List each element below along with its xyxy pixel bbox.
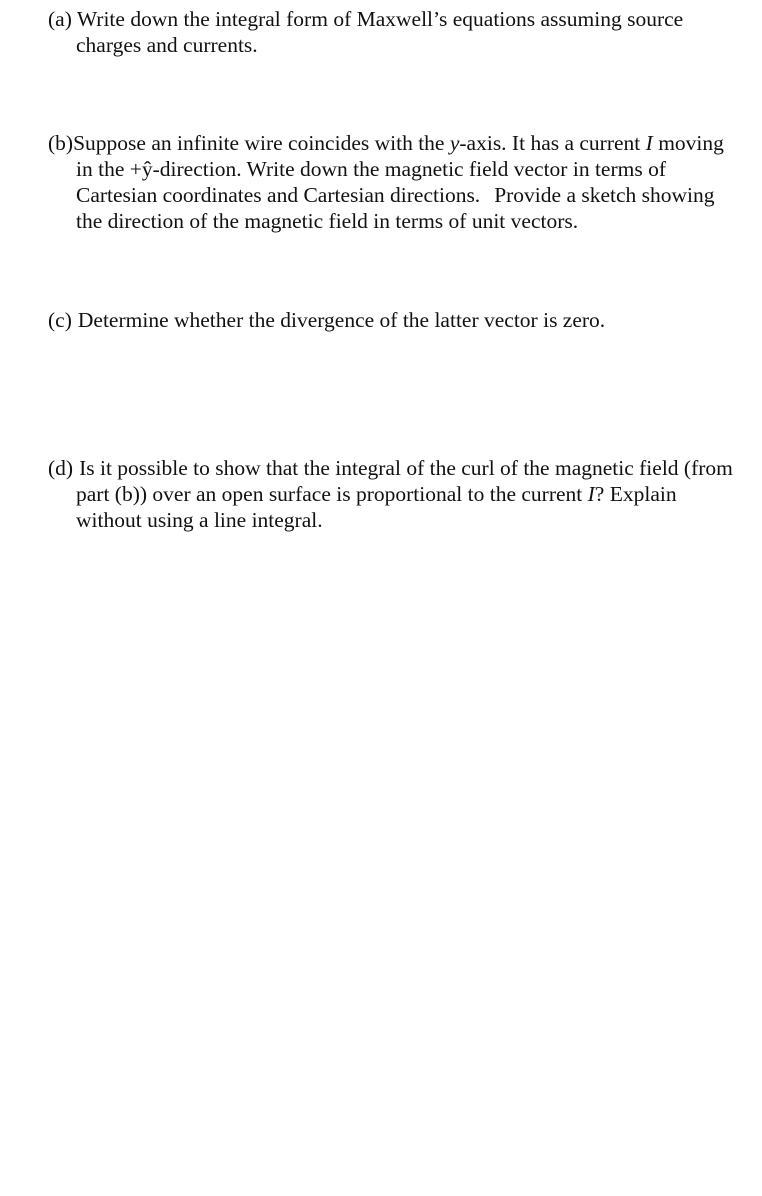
question-d-text-2-pre: part (b)) over an open surface is proportional to the current — [76, 482, 588, 506]
variable-current-I: I — [645, 131, 653, 155]
question-b-text-3-part-1: Cartesian coordinates and Cartesian directions. — [76, 183, 481, 207]
question-a-line-1 — [48, 6, 753, 32]
question-d-line-2 — [48, 481, 753, 507]
question-b-text-4: the direction of the magnetic field in terms of unit vectors. — [76, 209, 579, 233]
question-a-label: (a) — [48, 7, 72, 31]
question-d-text-2-post: ? Explain — [594, 482, 677, 506]
question-b-line-1 — [48, 130, 753, 156]
question-d-text-3: without using a line integral. — [76, 508, 323, 532]
question-b-line-3 — [48, 182, 753, 208]
question-b-text-3-part-2: Provide a sketch showing — [494, 183, 715, 207]
question-b-text-1-mid: -axis. It has a current — [459, 131, 646, 155]
question-c-label: (c) — [48, 308, 72, 332]
question-c — [48, 307, 753, 333]
question-b-label: (b) — [48, 131, 74, 155]
question-d-text-1: Is it possible to show that the integral of the curl of the magnetic field (from — [79, 456, 733, 480]
question-a — [48, 6, 753, 58]
question-c-line-1 — [48, 307, 753, 333]
variable-y: y — [449, 131, 460, 155]
question-b — [48, 130, 753, 234]
question-d-label: (d) — [48, 456, 74, 480]
question-a-text-2: charges and currents. — [76, 33, 258, 57]
question-b-text-1-pre: Suppose an infinite wire coincides with the — [73, 131, 450, 155]
question-c-text-1: Determine whether the divergence of the latter vector is zero. — [77, 308, 606, 332]
question-d-line-1 — [48, 455, 753, 481]
question-a-text-1: Write down the integral form of Maxwell’s equations assuming source — [71, 7, 684, 31]
question-d — [48, 455, 753, 533]
question-b-text-2: in the +ŷ-direction. Write down the magnetic field vector in terms of — [76, 157, 666, 181]
question-b-text-1-post: moving — [652, 131, 724, 155]
variable-current-I: I — [587, 482, 595, 506]
